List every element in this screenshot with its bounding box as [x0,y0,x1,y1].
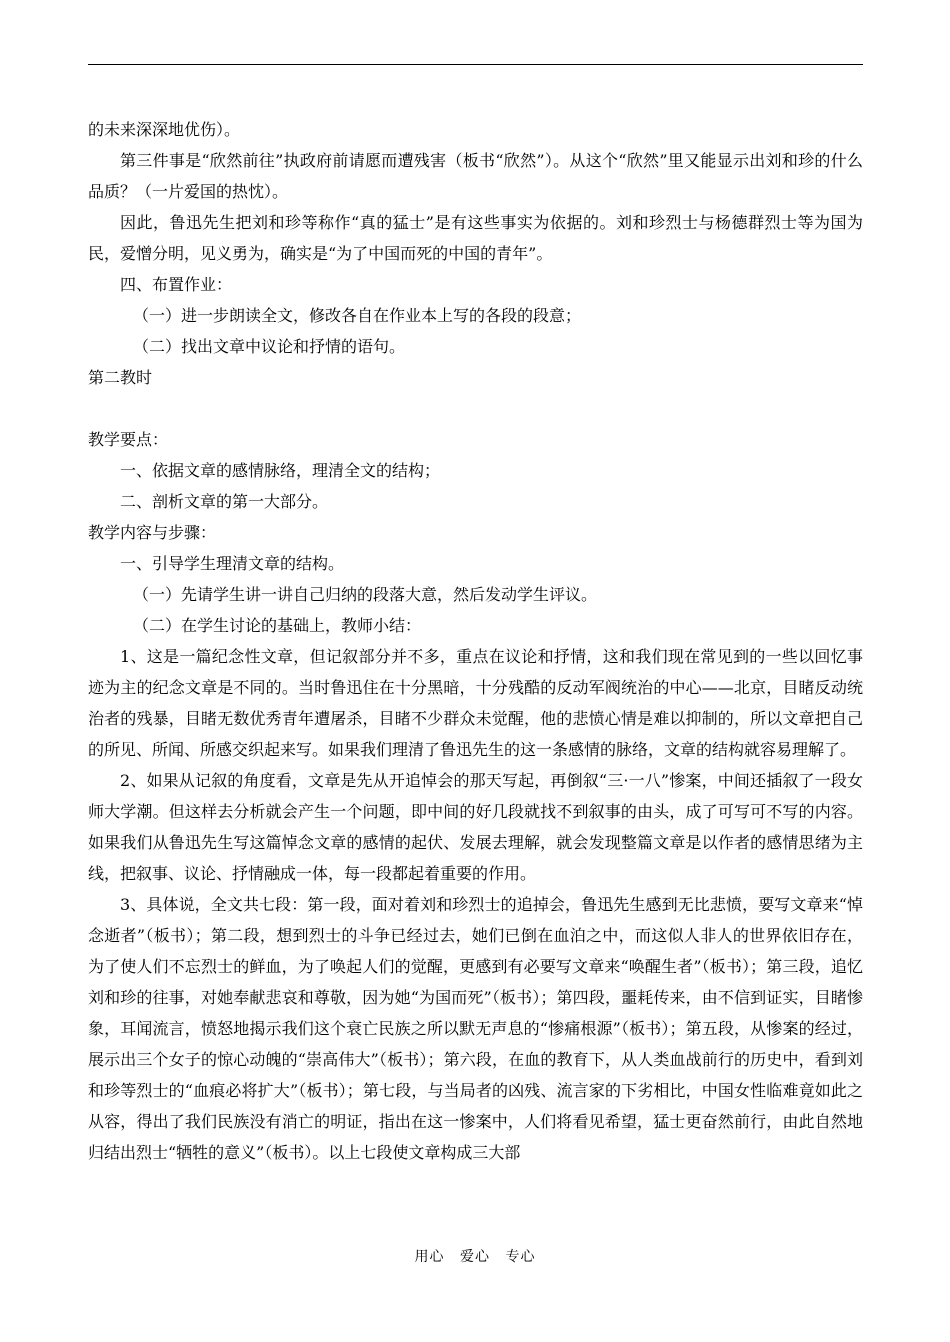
summary-point-3: 3、具体说，全文共七段：第一段，面对着刘和珍烈士的追掉会，鲁迅先生感到无比悲愤，要写文章来“悼念逝者”（板书）；第二段，想到烈士的斗争已经过去，她们已倒在血泊之中，而这似人非人的世界依旧存在，为了使人们不忘烈士的鲜血，为了唤起人们的觉醒，更感到有必要写文章来“唤醒生者”（板书）；第三段，追忆刘和珍的往事，对她奉献悲哀和尊敬，因为她“为国而死”（板书）；第四段，噩耗传来，由不信到证实，目睹惨象，耳闻流言，愤怒地揭示我们这个衰亡民族之所以默无声息的“惨痛根源”（板书）；第五段，从惨案的经过，展示出三个女子的惊心动魄的“崇高伟大”（板书）；第六段，在血的教育下，从人类血战前行的历史中，看到刘和珍等烈士的“血痕必将扩大”（板书）；第七段，与当局者的凶残、流言家的下劣相比，中国女性临难竟如此之从容，得出了我们民族没有消亡的明证，指出在这一惨案中，人们将看见希望，猛士更奋然前行，由此自然地归结出烈士“牺牲的意义”（板书）。以上七段使文章构成三大部 [88,895,863,1162]
teaching-point-2: 二、剖析文章的第一大部分。 [120,492,329,511]
page-footer: 用心 爱心 专心 [414,1249,536,1265]
heading-teaching-points: 教学要点： [88,430,169,449]
blank-line [88,393,863,424]
step-1-item-2: （二）在学生讨论的基础上，教师小结： [133,616,422,635]
heading-teaching-steps: 教学内容与步骤： [88,523,217,542]
paragraph-continuation: 的未来深深地优伤）。 [88,120,241,139]
summary-point-1: 1、这是一篇纪念性文章，但记叙部分并不多，重点在议论和抒情，这和我们现在常见到的一些以回忆事迹为主的纪念文章是不同的。当时鲁迅住在十分黑暗，十分残酷的反动军阀统治的中心——北京，目睹反动统治者的残暴，目睹无数优秀青年遭屠杀，目睹不少群众未觉醒，他的悲愤心情是难以抑制的，所以文章把自己的所见、所闻、所感交织起来写。如果我们理清了鲁迅先生的这一条感情的脉络，文章的结构就容易理解了。 [88,647,863,759]
paragraph-third-event: 第三件事是“欣然前往”执政府前请愿而遭残害（板书“欣然”）。从这个“欣然”里又能显示出刘和珍的什么品质？（一片爱国的热忱）。 [88,151,863,201]
header-rule [88,64,863,65]
homework-item-2: （二）找出文章中议论和抒情的语句。 [133,337,406,356]
homework-item-1: （一）进一步朗读全文，修改各自在作业本上写的各段的段意； [133,306,582,325]
document-body [88,114,863,1168]
section-title-second-lesson: 第二教时 [88,368,153,387]
step-1: 一、引导学生理清文章的结构。 [120,554,345,573]
teaching-point-1: 一、依据文章的感情脉络，理清全文的结构； [120,461,441,480]
paragraph-conclusion: 因此，鲁迅先生把刘和珍等称作“真的猛士”是有这些事实为依据的。刘和珍烈士与杨德群烈士等为国为民，爱憎分明，见义勇为，确实是“为了中国而死的中国的青年”。 [88,213,863,263]
summary-point-2: 2、如果从记叙的角度看，文章是先从开追悼会的那天写起，再倒叙“三·一八”惨案，中间还插叙了一段女师大学潮。但这样去分析就会产生一个问题，即中间的好几段就找不到叙事的由头，成了可写可不写的内容。如果我们从鲁迅先生写这篇悼念文章的感情的起伏、发展去理解，就会发现整篇文章是以作者的感情思绪为主线，把叙事、议论、抒情融成一体，每一段都起着重要的作用。 [88,771,863,883]
heading-homework: 四、布置作业： [120,275,233,294]
step-1-item-1: （一）先请学生讲一讲自己归纳的段落大意，然后发动学生评议。 [133,585,598,604]
